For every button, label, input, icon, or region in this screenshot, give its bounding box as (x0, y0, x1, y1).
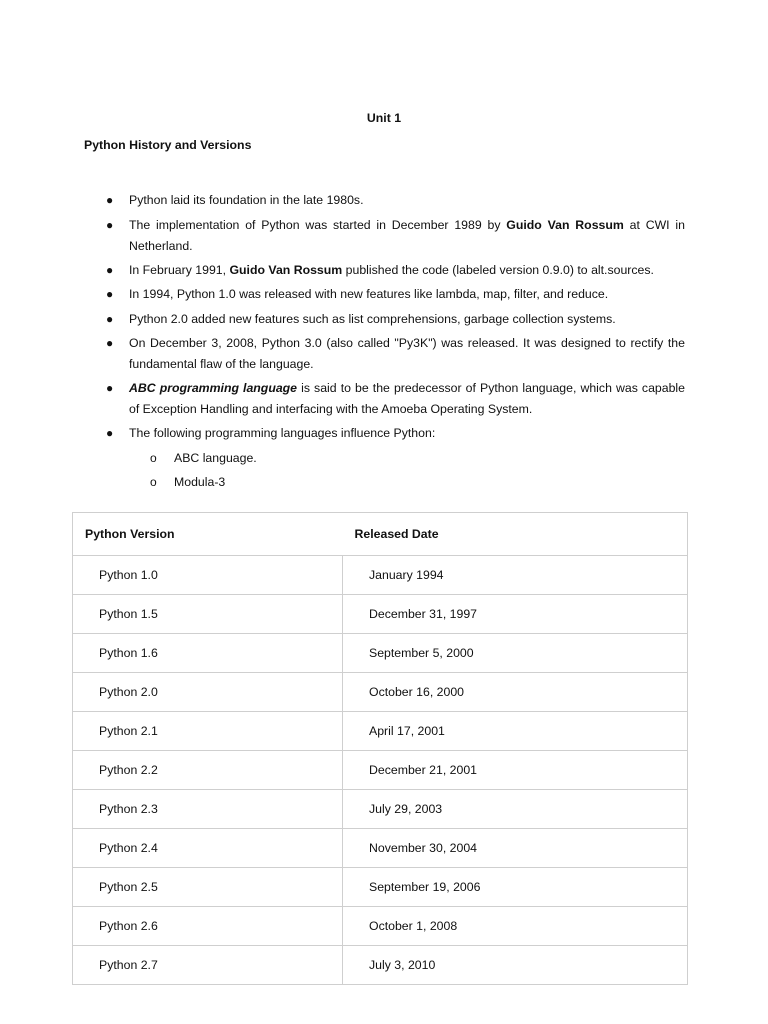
version-cell: Python 2.6 (73, 907, 343, 946)
bullet-text: The implementation of Python was started in December 1989 by (129, 217, 507, 232)
list-item (0, 423, 768, 444)
bullet-text: published the code (labeled version 0.9.0) to alt.sources. (342, 262, 654, 277)
table-row (73, 712, 688, 751)
date-cell: December 31, 1997 (343, 595, 688, 634)
bullet-text: Python 2.0 added new features such as list comprehensions, garbage collection systems. (129, 311, 616, 326)
table-row (73, 634, 688, 673)
date-cell: October 16, 2000 (343, 673, 688, 712)
circle-bullet-icon: o (150, 450, 157, 465)
list-item (0, 215, 768, 257)
list-item (0, 284, 768, 305)
version-cell: Python 2.2 (73, 751, 343, 790)
table-row (73, 595, 688, 634)
bullet-icon: ● (106, 426, 114, 440)
bullet-text: Python laid its foundation in the late 1980s. (129, 193, 364, 207)
date-cell: September 19, 2006 (343, 868, 688, 907)
date-cell: April 17, 2001 (343, 712, 688, 751)
circle-bullet-icon: o (150, 474, 157, 489)
bullet-icon: ● (106, 336, 114, 350)
column-header-released-date: Released Date (343, 513, 688, 556)
version-cell: Python 1.5 (73, 595, 343, 634)
table-row (73, 556, 688, 595)
table-row (73, 907, 688, 946)
date-cell: July 3, 2010 (343, 946, 688, 985)
unit-title: Unit 1 (366, 111, 402, 125)
bullet-bold-italic-text: ABC programming language (129, 381, 298, 395)
table-header-row (73, 513, 688, 556)
table-row (73, 946, 688, 985)
bullet-icon: ● (106, 287, 114, 301)
table-row (73, 868, 688, 907)
bullet-text: at CWI in Netherland. (129, 217, 685, 253)
version-cell: Python 2.0 (73, 673, 343, 712)
date-cell: July 29, 2003 (343, 790, 688, 829)
version-cell: Python 1.0 (73, 556, 343, 595)
date-cell: January 1994 (343, 556, 688, 595)
version-cell: Python 1.6 (73, 634, 343, 673)
version-cell: Python 2.1 (73, 712, 343, 751)
version-cell: Python 2.5 (73, 868, 343, 907)
version-cell: Python 2.7 (73, 946, 343, 985)
date-cell: October 1, 2008 (343, 907, 688, 946)
bullet-text: is said to be the predecessor of Python language, which was capable of Exception Handling and interfacing with the Amoeba Operating System. (129, 381, 685, 416)
sub-list-item (0, 448, 768, 469)
bullet-icon: ● (106, 193, 114, 207)
version-cell: Python 2.3 (73, 790, 343, 829)
table-row (73, 673, 688, 712)
python-versions-table (72, 512, 688, 985)
list-item (0, 333, 768, 375)
sub-list-container (0, 448, 768, 493)
date-cell: November 30, 2004 (343, 829, 688, 868)
table-row (73, 751, 688, 790)
bullet-bold-text: Guido Van Rossum (229, 262, 343, 277)
date-cell: December 21, 2001 (343, 751, 688, 790)
bullet-text: On December 3, 2008, Python 3.0 (also called "Py3K") was released. It was designed to rectify the fundamental flaw of the language. (129, 336, 685, 371)
bullet-text: The following programming languages influence Python: (129, 426, 436, 440)
section-title: Python History and Versions (84, 138, 252, 152)
list-item (0, 260, 768, 281)
bullet-bold-text: Guido Van Rossum (506, 217, 624, 232)
sub-list-item (0, 472, 768, 493)
list-item (0, 309, 768, 330)
table-row (73, 829, 688, 868)
influence-sub-list (0, 448, 768, 493)
bullet-icon: ● (106, 311, 114, 326)
bullet-icon: ● (106, 217, 114, 232)
table-row (73, 790, 688, 829)
date-cell: September 5, 2000 (343, 634, 688, 673)
list-item (0, 378, 768, 420)
column-header-version: Python Version (73, 513, 343, 556)
history-bullet-list (0, 190, 768, 496)
version-cell: Python 2.4 (73, 829, 343, 868)
bullet-icon: ● (106, 381, 114, 395)
sub-item-text: ABC language. (174, 450, 257, 465)
bullet-text: In 1994, Python 1.0 was released with new features like lambda, map, filter, and reduce. (129, 287, 609, 301)
bullet-icon: ● (106, 262, 114, 277)
bullet-text: In February 1991, (129, 262, 230, 277)
sub-item-text: Modula-3 (174, 474, 226, 489)
list-item (0, 190, 768, 211)
